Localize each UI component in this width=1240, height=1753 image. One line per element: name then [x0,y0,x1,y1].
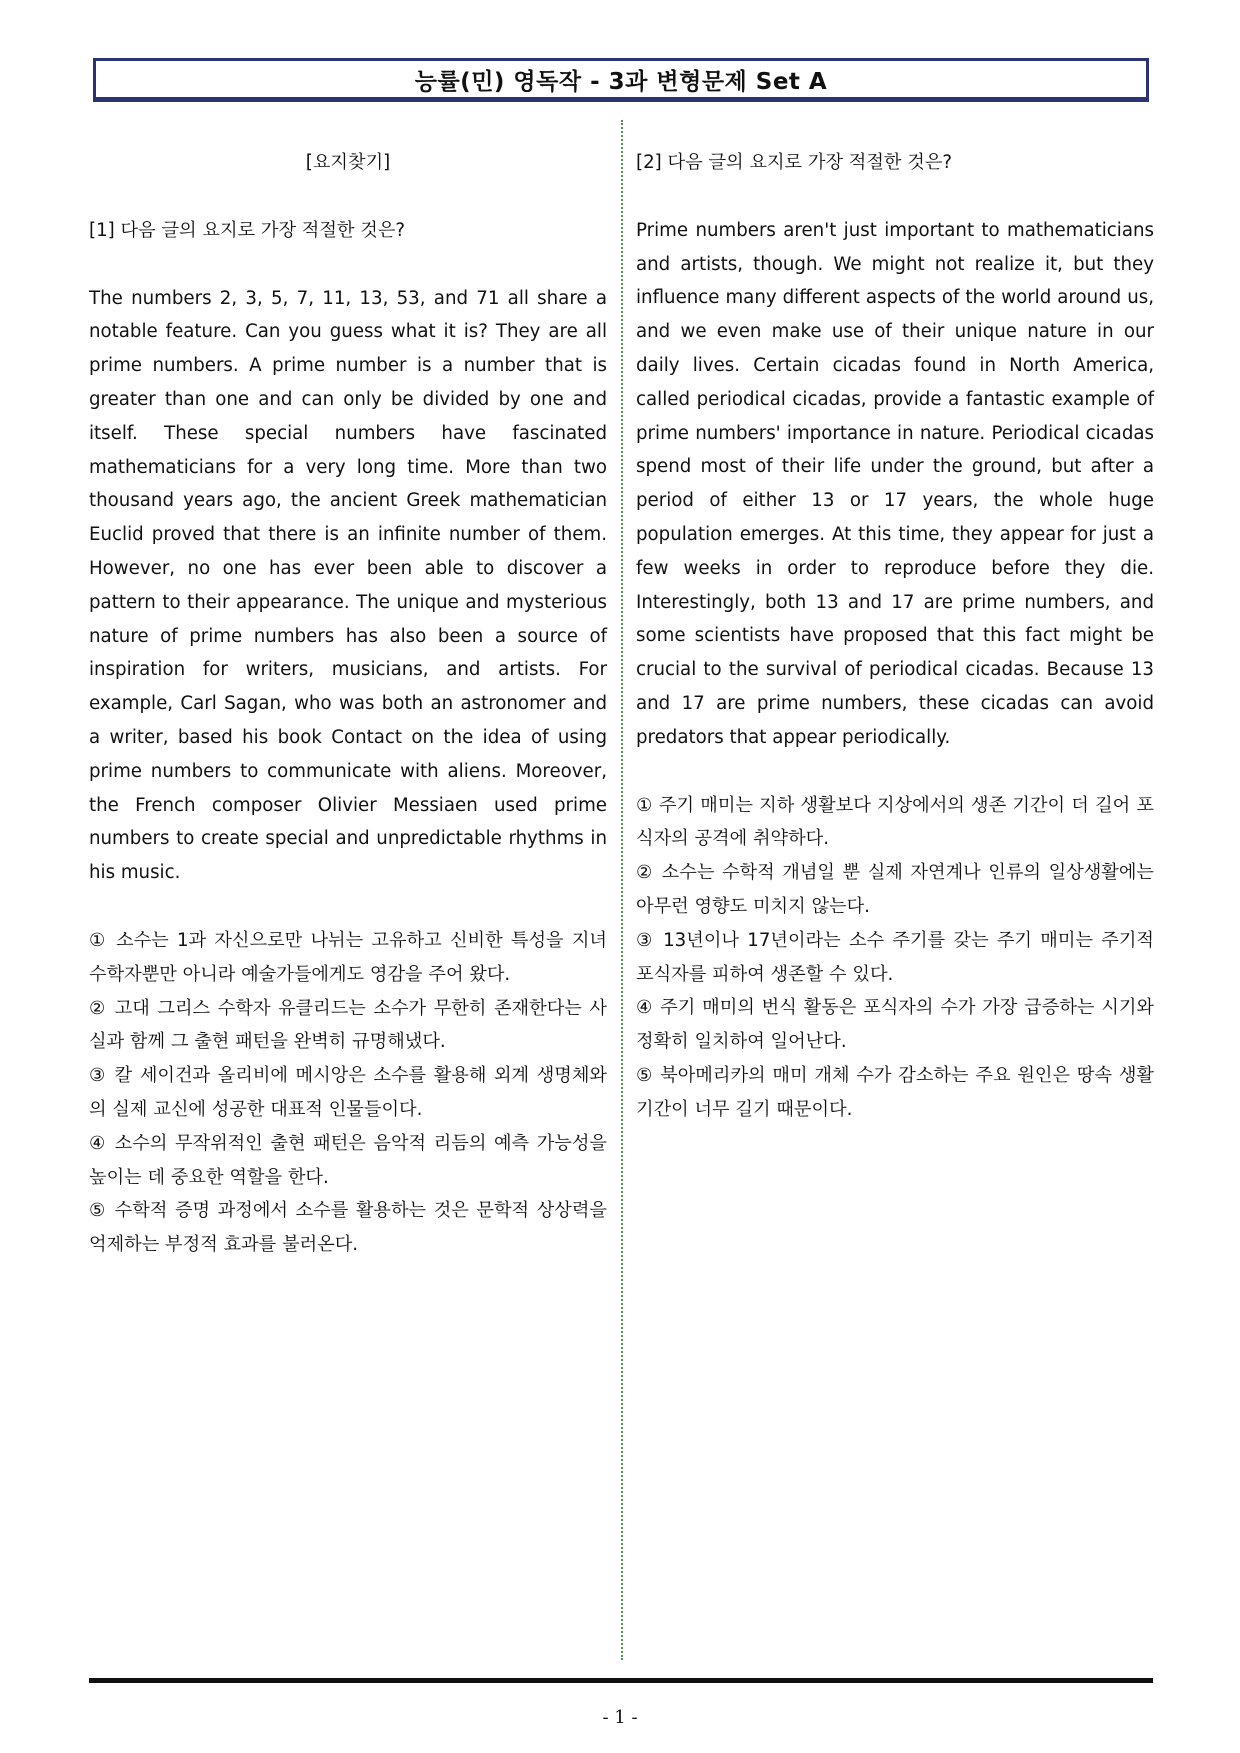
option-item[interactable]: ⑤ 북아메리카의 매미 개체 수가 감소하는 주요 원인은 땅속 생활 기간이 너무 길기 때문이다. [636,1064,1154,1120]
option-item[interactable]: ② 고대 그리스 수학자 유클리드는 소수가 무한히 존재한다는 사실과 함께 그 출현 패턴을 완벽히 규명해냈다. [89,997,607,1053]
footer-rule [89,1678,1153,1683]
options-2 [636,789,1154,1127]
option-item[interactable]: ③ 칼 세이건과 올리비에 메시앙은 소수를 활용해 외계 생명체와의 실제 교신에 성공한 대표적 인물들이다. [89,1065,607,1120]
question-2: [2] 다음 글의 요지로 가장 적절한 것은? [636,152,953,173]
section-label: [요지찾기] [305,152,391,173]
option-item[interactable]: ④ 소수의 무작위적인 출현 패턴은 음악적 리듬의 예측 가능성을 높이는 데 중요한 역할을 한다. [89,1132,607,1188]
option-item[interactable]: ① 소수는 1과 자신으로만 나뉘는 고유하고 신비한 특성을 지녀 수학자뿐만 아니라 예술가들에게도 영감을 주어 왔다. [89,929,607,985]
option-item[interactable]: ① 주기 매미는 지하 생활보다 지상에서의 생존 기간이 더 길어 포식자의 공격에 취약하다. [636,794,1154,850]
option-item[interactable]: ② 소수는 수학적 개념일 뿐 실제 자연계나 인류의 일상생활에는 아무런 영향도 미치지 않는다. [636,862,1154,917]
passage-2: Prime numbers aren't just important to mathematicians and artists, though. We might not realize it, but they influence many different aspects of the world around us, and we even make use of their unique nature in our daily lives. Certain cicadas found in North America, called periodical cicadas, provide a fantastic example of prime numbers' importance in nature. Periodical cicadas spend most of their life under the ground, but after a period of either 13 or 17 years, the whole huge population emerges. At this time, they appear for just a few weeks in order to reproduce before they die. Interestingly, both 13 and 17 are prime numbers, and some scientists have proposed that this fact might be crucial to the survival of periodical cicadas. Because 13 and 17 are prime numbers, these cicadas can avoid predators that appear periodically. [636,219,1154,748]
option-item[interactable]: ⑤ 수학적 증명 과정에서 소수를 활용하는 것은 문학적 상상력을 억제하는 부정적 효과를 불러온다. [89,1200,607,1256]
left-column [89,146,607,1262]
question-1: [1] 다음 글의 요지로 가장 적절한 것은? [89,219,406,241]
page-title: 능률(민) 영독작 - 3과 변형문제 Set A [414,68,828,95]
page-title-box [93,58,1149,102]
right-column [636,146,1154,1127]
option-item[interactable]: ④ 주기 매미의 번식 활동은 포식자의 수가 가장 급증하는 시기와 정확히 일치하여 일어난다. [636,997,1154,1053]
column-divider [621,120,623,1660]
option-item[interactable]: ③ 13년이나 17년이라는 소수 주기를 갖는 주기 매미는 주기적 포식자를 피하여 생존할 수 있다. [636,929,1154,985]
page-number: - 1 - [602,1707,638,1728]
options-1 [89,924,607,1262]
passage-1: The numbers 2, 3, 5, 7, 11, 13, 53, and 71 all share a notable feature. Can you guess what it is? They are all prime numbers. A prime number is a number that is greater than one and can only be divided by one and itself. These special numbers have fascinated mathematicians for a very long time. More than two thousand years ago, the ancient Greek mathematician Euclid proved that there is an infinite number of them. However, no one has ever been able to discover a pattern to their appearance. The unique and mysterious nature of prime numbers has also been a source of inspiration for writers, musicians, and artists. For example, Carl Sagan, who was both an astronomer and a writer, based his book Contact on the idea of using prime numbers to communicate with aliens. Moreover, the French composer Olivier Messiaen used prime numbers to create special and unpredictable rhythms in his music. [89,287,607,884]
